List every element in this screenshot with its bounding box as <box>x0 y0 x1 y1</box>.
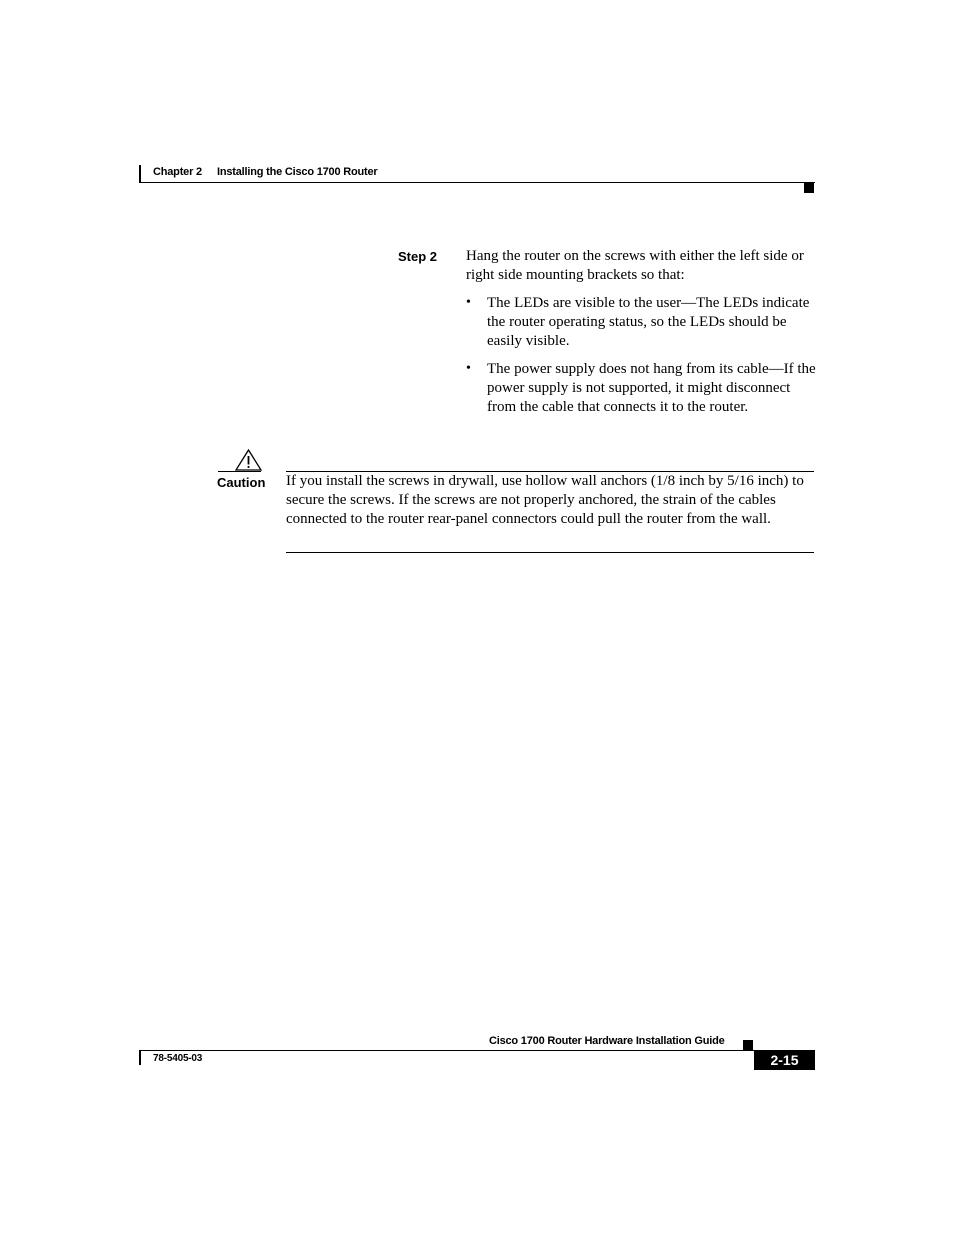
header-left-bar <box>139 165 141 183</box>
header-marker <box>804 183 814 193</box>
caution-bottom-rule <box>286 552 814 553</box>
footer-marker <box>743 1040 753 1050</box>
bullet-item-leds: The LEDs are visible to the user—The LEDs indicate the router operating status, so the LEDs should be easily visible. <box>487 295 810 349</box>
header-rule <box>139 182 815 183</box>
footer-doc-number: 78-5405-03 <box>153 1053 203 1064</box>
warning-triangle-icon <box>235 449 262 471</box>
step-label: Step 2 <box>398 249 438 264</box>
footer-guide-title: Cisco 1700 Router Hardware Installation Guide <box>489 1035 725 1047</box>
header-chapter: Chapter 2 <box>153 166 202 178</box>
bullet-marker: • <box>466 361 471 376</box>
step-text: Hang the router on the screws with either the left side or right side mounting brackets so that: <box>466 248 804 283</box>
caution-text: If you install the screws in drywall, use hollow wall anchors (1/8 inch by 5/16 inch) to secure the screws. If the screws are not properly anchored, the strain of the cables connected to the router rear-panel connectors could pull the router from the wall. <box>286 473 804 527</box>
bullet-item-power-supply: The power supply does not hang from its cable—If the power supply is not supported, it might disconnect from the cable that connects it to the router. <box>487 361 816 415</box>
header-chapter-title: Installing the Cisco 1700 Router <box>217 166 378 178</box>
footer-left-bar <box>139 1050 141 1065</box>
caution-label: Caution <box>217 475 266 490</box>
footer-rule <box>139 1050 754 1051</box>
page-number: 2-15 <box>770 1052 799 1068</box>
bullet-marker: • <box>466 295 471 310</box>
caution-icon-rule <box>218 471 261 472</box>
